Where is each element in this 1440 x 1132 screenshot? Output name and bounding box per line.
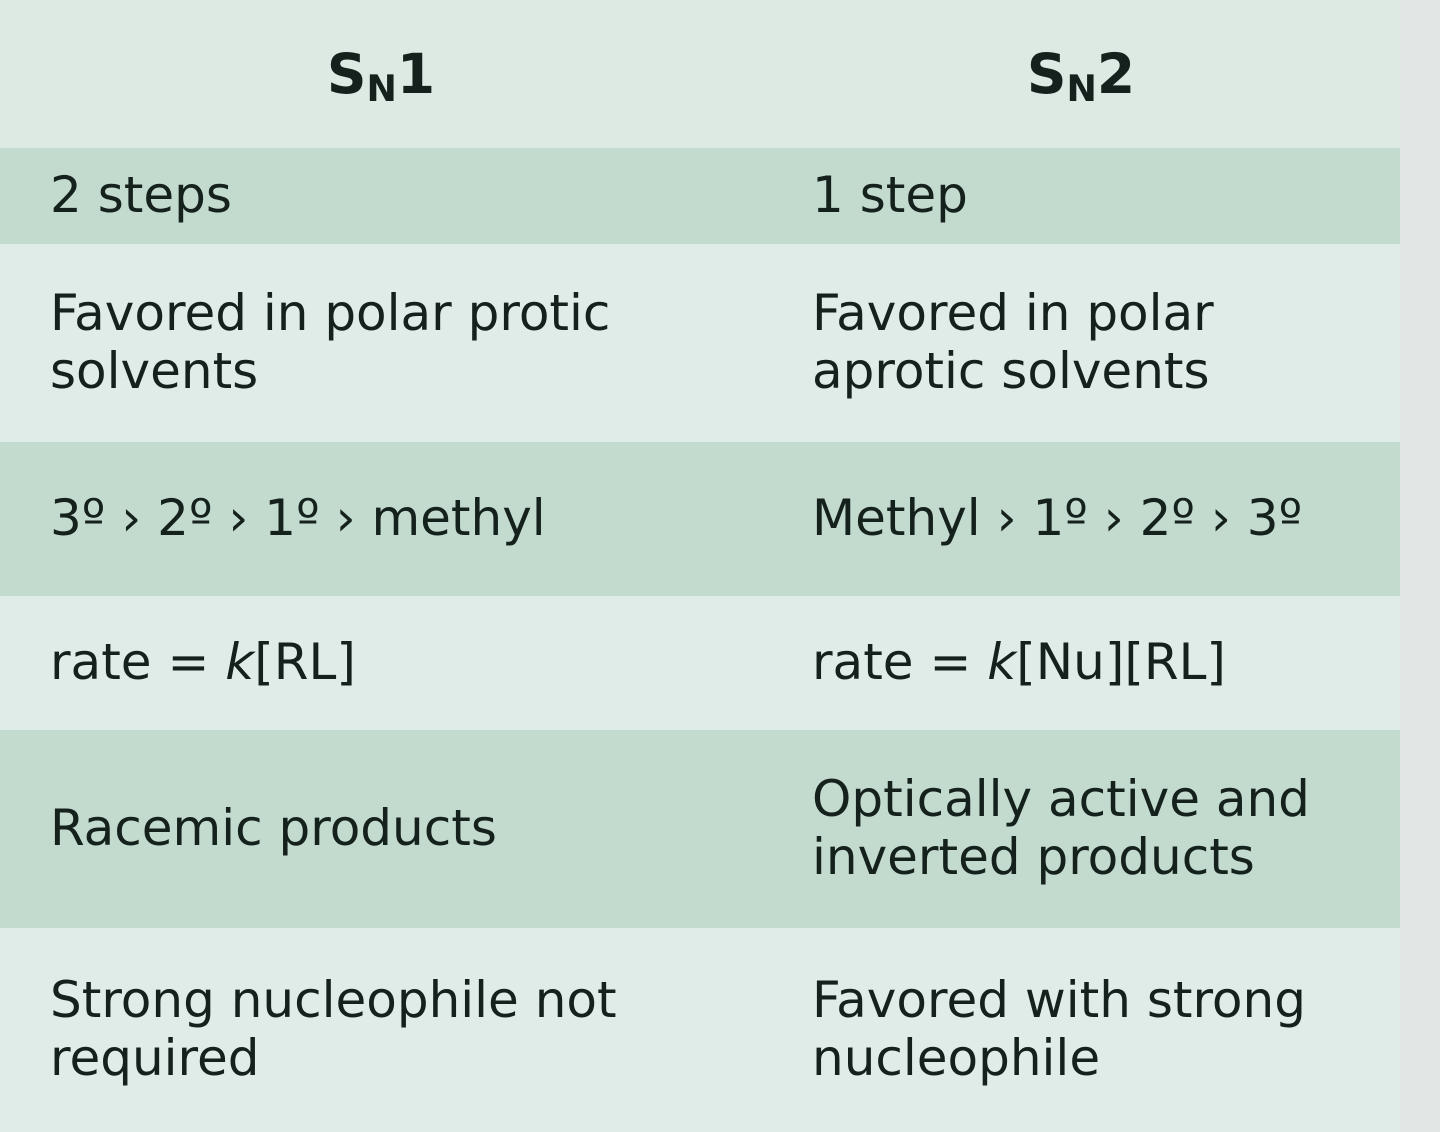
cell-sn2-solvent-line1: Favored in polar: [812, 284, 1214, 342]
cell-sn2-nucleophile-line2: nucleophile: [812, 1029, 1101, 1087]
cell-sn2-products-line2: inverted products: [812, 828, 1255, 886]
cell-sn1-products: Racemic products: [50, 799, 497, 857]
sn1-rate-constant: k: [225, 633, 255, 691]
cell-sn1-solvent: [0, 244, 762, 442]
column-header-sn2: $S_N2$: [1026, 42, 1136, 110]
cell-sn2-solvent-line2: aprotic solvents: [812, 342, 1210, 400]
cell-sn2-products-line1: Optically active and: [812, 770, 1310, 828]
cell-sn2-substrate-order: Methyl › 1º › 2º › 3º: [812, 489, 1303, 547]
cell-sn2-nucleophile: [762, 928, 1400, 1132]
table-row: [0, 442, 1400, 596]
sn2-rate-constant: k: [987, 633, 1017, 691]
cell-sn1-solvent-line1: Favored in polar protic: [50, 284, 611, 342]
column-header-sn1: $S_N1$: [326, 42, 436, 110]
table-row: [0, 928, 1400, 1132]
cell-sn1-nucleophile-line1: Strong nucleophile not: [50, 971, 617, 1029]
cell-sn2-steps: 1 step: [812, 166, 968, 224]
cell-sn2-products: [762, 730, 1400, 928]
table-row: [0, 244, 1400, 442]
sn1-rate-terms: [RL]: [254, 633, 356, 691]
cell-sn1-rate-law: [0, 596, 762, 730]
cell-sn2-rate-law: [762, 596, 1400, 730]
cell-sn1-nucleophile: [0, 928, 762, 1132]
table-body: [0, 148, 1400, 1132]
cell-sn1-solvent-line2: solvents: [50, 342, 259, 400]
table-header-row: [0, 0, 1400, 148]
table-head: [0, 0, 1400, 148]
cell-sn2-nucleophile-line1: Favored with strong: [812, 971, 1306, 1029]
sn2-rate-terms: [Nu][RL]: [1016, 633, 1226, 691]
sn2-rate-prefix: rate =: [812, 633, 988, 691]
table-row: [0, 148, 1400, 244]
sn1-rate-prefix: rate =: [50, 633, 226, 691]
cell-sn1-substrate-order: 3º › 2º › 1º › methyl: [50, 489, 546, 547]
table-row: [0, 730, 1400, 928]
cell-sn1-steps: 2 steps: [50, 166, 232, 224]
table-row: [0, 596, 1400, 730]
cell-sn1-nucleophile-line2: required: [50, 1029, 260, 1087]
cell-sn2-solvent: [762, 244, 1400, 442]
